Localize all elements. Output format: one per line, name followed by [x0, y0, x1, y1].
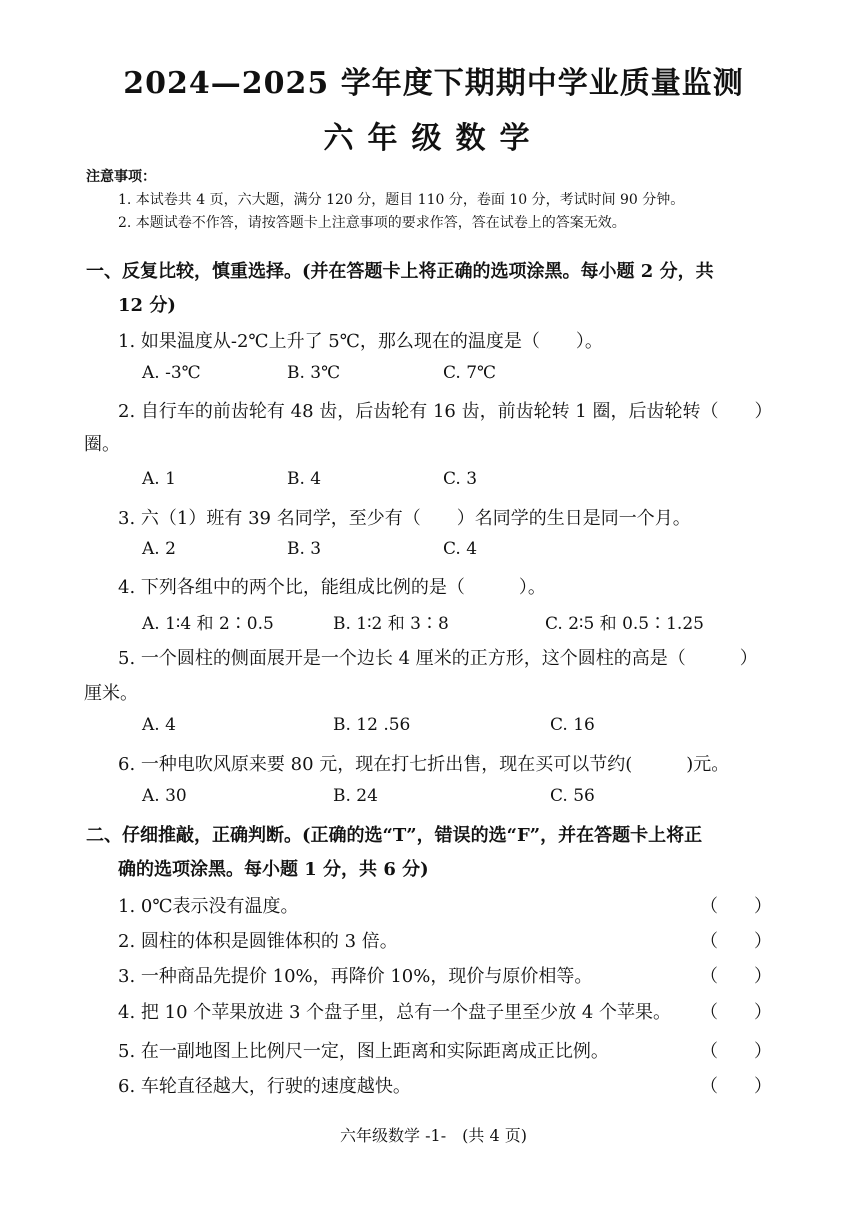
option-c: C. 4	[443, 539, 478, 559]
option-b: B. 3	[287, 539, 322, 559]
option-a: A. -3℃	[142, 363, 201, 383]
question-text-cont: 圈。	[84, 434, 120, 455]
judgement-question: 4. 把 10 个苹果放进 3 个盘子里，总有一个盘子里至少放 4 个苹果。	[118, 1002, 672, 1023]
page-subtitle: 六年级数学	[323, 121, 544, 156]
question-text: 3. 六（1）班有 39 名同学，至少有（ ）名同学的生日是同一个月。	[118, 508, 691, 529]
option-a: A. 4	[142, 715, 176, 735]
answer-parenthesis: （ ）	[700, 1041, 772, 1062]
option-c: C. 16	[550, 715, 595, 735]
option-a: A. 2	[142, 539, 176, 559]
option-c: C. 56	[550, 786, 595, 806]
judgement-question: 3. 一种商品先提价 10%，再降价 10%，现价与原价相等。	[118, 966, 593, 987]
judgement-question: 2. 圆柱的体积是圆锥体积的 3 倍。	[118, 931, 398, 952]
notice-heading: 注意事项：	[86, 169, 156, 185]
notice-item: 1. 本试卷共 4 页，六大题，满分 120 分，题目 110 分，卷面 10 分，考试时间 90 分钟。	[118, 192, 685, 208]
question-text: 6. 一种电吹风原来要 80 元，现在打七折出售，现在买可以节约( )元。	[118, 754, 730, 775]
option-c: C. 7℃	[443, 363, 497, 383]
question-text-cont: 厘米。	[84, 683, 138, 704]
judgement-question: 1. 0℃表示没有温度。	[118, 896, 299, 917]
answer-parenthesis: （ ）	[700, 896, 772, 917]
answer-parenthesis: （ ）	[700, 966, 772, 987]
option-c: C. 3	[443, 469, 478, 489]
question-text: 4. 下列各组中的两个比，能组成比例的是（ ）。	[118, 577, 546, 598]
option-c: C. 2∶5 和 0.5∶1.25	[545, 614, 704, 634]
question-text: 5. 一个圆柱的侧面展开是一个边长 4 厘米的正方形，这个圆柱的高是（ ）	[118, 648, 758, 669]
answer-parenthesis: （ ）	[700, 1076, 772, 1097]
option-b: B. 12 .56	[333, 715, 411, 735]
option-b: B. 1∶2 和 3∶8	[333, 614, 449, 634]
page-footer: 六年级数学 -1- (共 4 页)	[340, 1126, 527, 1145]
judgement-question: 5. 在一副地图上比例尺一定，图上距离和实际距离成正比例。	[118, 1041, 609, 1062]
section2-heading-cont: 确的选项涂黑。每小题 1 分，共 6 分)	[118, 859, 429, 880]
question-text: 2. 自行车的前齿轮有 48 齿，后齿轮有 16 齿，前齿轮转 1 圈，后齿轮转（ ）	[118, 401, 773, 422]
option-a: A. 30	[142, 786, 187, 806]
option-b: B. 24	[333, 786, 378, 806]
option-a: A. 1∶4 和 2∶0.5	[142, 614, 274, 634]
option-a: A. 1	[142, 469, 176, 489]
section2-heading: 二、仔细推敲，正确判断。(正确的选“T”，错误的选“F”，并在答题卡上将正	[86, 825, 703, 846]
option-b: B. 3℃	[287, 363, 341, 383]
answer-parenthesis: （ ）	[700, 931, 772, 952]
section1-heading-cont: 12 分)	[118, 295, 176, 316]
notice-item: 2. 本题试卷不作答，请按答题卡上注意事项的要求作答，答在试卷上的答案无效。	[118, 215, 626, 231]
section1-heading: 一、反复比较，慎重选择。(并在答题卡上将正确的选项涂黑。每小题 2 分，共	[86, 261, 714, 282]
judgement-question: 6. 车轮直径越大，行驶的速度越快。	[118, 1076, 411, 1097]
page-title: 2024—2025 学年度下期期中学业质量监测	[123, 66, 744, 101]
question-text: 1. 如果温度从-2℃上升了 5℃，那么现在的温度是（ ）。	[118, 331, 603, 352]
answer-parenthesis: （ ）	[700, 1002, 772, 1023]
option-b: B. 4	[287, 469, 322, 489]
